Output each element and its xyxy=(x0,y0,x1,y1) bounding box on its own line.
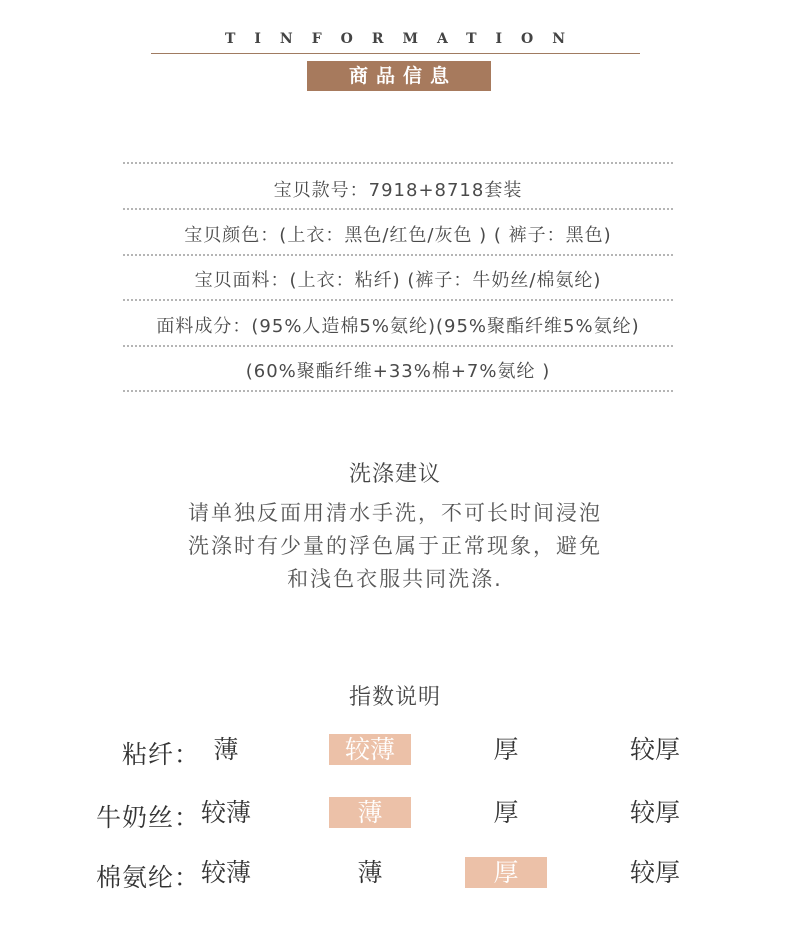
index-cell: 较厚 xyxy=(629,858,680,887)
washing-line: 请单独反面用清水手洗，不可长时间浸泡 xyxy=(188,501,602,525)
index-row-label: 牛奶丝： xyxy=(95,803,200,832)
index-cell-highlighted: 厚 xyxy=(465,857,547,888)
english-title: TINFORMATION xyxy=(224,31,585,47)
info-composition-2: (60%聚酯纤维+33%棉+7%氨纶 ) xyxy=(245,361,551,382)
dotted-divider xyxy=(123,254,673,256)
index-row-label: 粘纤： xyxy=(121,740,200,769)
dotted-divider xyxy=(123,390,673,392)
dotted-divider xyxy=(123,162,673,164)
header-divider xyxy=(151,53,640,54)
info-color: 宝贝颜色：(上衣：黑色/红色/灰色 ) ( 裤子：黑色) xyxy=(184,225,612,246)
dotted-divider xyxy=(123,299,673,301)
index-cell: 较厚 xyxy=(629,798,680,827)
index-cell: 较薄 xyxy=(200,858,251,887)
index-title: 指数说明 xyxy=(348,685,441,710)
washing-line: 和浅色衣服共同洗涤. xyxy=(287,567,503,591)
index-cell: 厚 xyxy=(493,798,519,827)
dotted-divider xyxy=(123,345,673,347)
index-cell: 薄 xyxy=(213,735,239,764)
index-cell: 较薄 xyxy=(200,798,251,827)
index-cell-highlighted: 较薄 xyxy=(329,734,411,765)
index-cell-highlighted: 薄 xyxy=(329,797,411,828)
dotted-divider xyxy=(123,208,673,210)
washing-line: 洗涤时有少量的浮色属于正常现象，避免 xyxy=(188,534,602,558)
info-composition: 面料成分：(95%人造棉5%氨纶)(95%聚酯纤维5%氨纶) xyxy=(156,316,640,337)
washing-title: 洗涤建议 xyxy=(348,462,441,487)
index-row-label: 棉氨纶： xyxy=(95,863,200,892)
info-fabric: 宝贝面料：(上衣：粘纤) (裤子：牛奶丝/棉氨纶) xyxy=(194,270,602,291)
index-cell: 较厚 xyxy=(629,735,680,764)
info-style-number: 宝贝款号：7918+8718套装 xyxy=(273,180,523,201)
index-cell: 薄 xyxy=(357,858,383,887)
section-badge: 商品信息 xyxy=(307,61,491,91)
index-cell: 厚 xyxy=(493,735,519,764)
